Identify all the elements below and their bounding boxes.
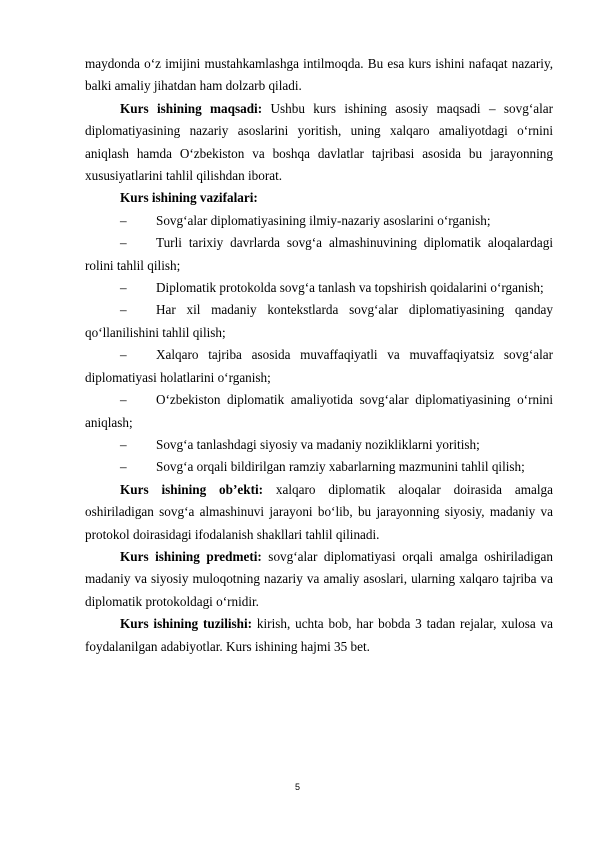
dash-bullet: – [120,459,127,475]
task-item [85,210,553,232]
tasks-heading: Kurs ishining vazifalari: [120,190,258,206]
structure-label: Kurs ishining tuzilishi: [120,616,253,632]
dash-bullet: – [120,235,127,251]
task-item [85,344,553,389]
object-paragraph [85,479,553,546]
task-item-text: Diplomatik protokolda sovg‘a tanlash va topshirish qoidalarini o‘rganish; [156,280,544,296]
task-item [85,456,553,478]
page-number: 5 [294,782,300,792]
aim-paragraph [85,98,553,188]
task-item [85,434,553,456]
subject-label: Kurs ishining predmeti: [120,548,262,564]
aim-label: Kurs ishining maqsadi: [120,100,263,116]
task-item [85,299,553,344]
task-item-text: O‘zbekiston diplomatik amaliyotida sovg‘alar diplomatiyasining o‘rnini aniqlash; [85,392,553,430]
subject-text: sovg‘alar diplomatiyasi orqali amalga oshiriladigan madaniy va siyosiy muloqotning nazariy va amaliy asoslari, ularning xalqaro tajriba va diplomatik protokoldagi o‘rnidir. [85,548,553,609]
task-item [85,389,553,434]
task-item-text: Har xil madaniy kontekstlarda sovg‘alar diplomatiyasining qanday qo‘llanilishini tahlil qilish; [85,302,553,340]
task-item-text: Sovg‘alar diplomatiyasining ilmiy-nazariy asoslarini o‘rganish; [156,212,491,228]
task-item-text: Sovg‘a orqali bildirilgan ramziy xabarlarning mazmunini tahlil qilish; [156,459,525,475]
dash-bullet: – [120,212,127,228]
task-item-text: Turli tarixiy davrlarda sovg‘a almashinuvining diplomatik aloqalardagi rolini tahlil qilish; [85,235,553,273]
subject-paragraph [85,546,553,613]
object-text: xalqaro diplomatik aloqalar doirasida amalga oshiriladigan sovg‘a almashinuvi jarayoni bo‘lib, bu jarayonning siyosiy, madaniy va protokol doirasidagi ifodalanish shakllari tahlil qilinadi. [85,481,553,542]
continuation-paragraph [85,53,553,98]
dash-bullet: – [120,392,127,408]
task-item-text: Xalqaro tajriba asosida muvaffaqiyatli va muvaffaqiyatsiz sovg‘alar diplomatiyasi holatlarini o‘rganish; [85,347,553,385]
aim-text: Ushbu kurs ishining asosiy maqsadi – sovg‘alar diplomatiyasining nazariy asoslarini yoritish, uning xalqaro amaliyotdagi o‘rnini aniqlash hamda O‘zbekiston va boshqa davlatlar tajribasi asosida bu jarayonning xususiyatlarini tahlil qilishdan iborat. [85,100,553,184]
dash-bullet: – [120,302,127,318]
object-label: Kurs ishining ob’ekti: [120,481,264,497]
task-item [85,277,553,299]
structure-paragraph [85,613,553,658]
dash-bullet: – [120,347,127,363]
document-body [85,53,553,658]
task-item-text: Sovg‘a tanlashdagi siyosiy va madaniy nozikliklarni yoritish; [156,436,480,452]
dash-bullet: – [120,280,127,296]
continuation-text: maydonda o‘z imijini mustahkamlashga intilmoqda. Bu esa kurs ishini nafaqat nazariy, balki amaliy jihatdan ham dolzarb qiladi. [85,56,553,94]
structure-text: kirish, uchta bob, har bobda 3 tadan rejalar, xulosa va foydalanilgan adabiyotlar. Kurs ishining hajmi 35 bet. [85,616,553,654]
task-item [85,232,553,277]
dash-bullet: – [120,436,127,452]
